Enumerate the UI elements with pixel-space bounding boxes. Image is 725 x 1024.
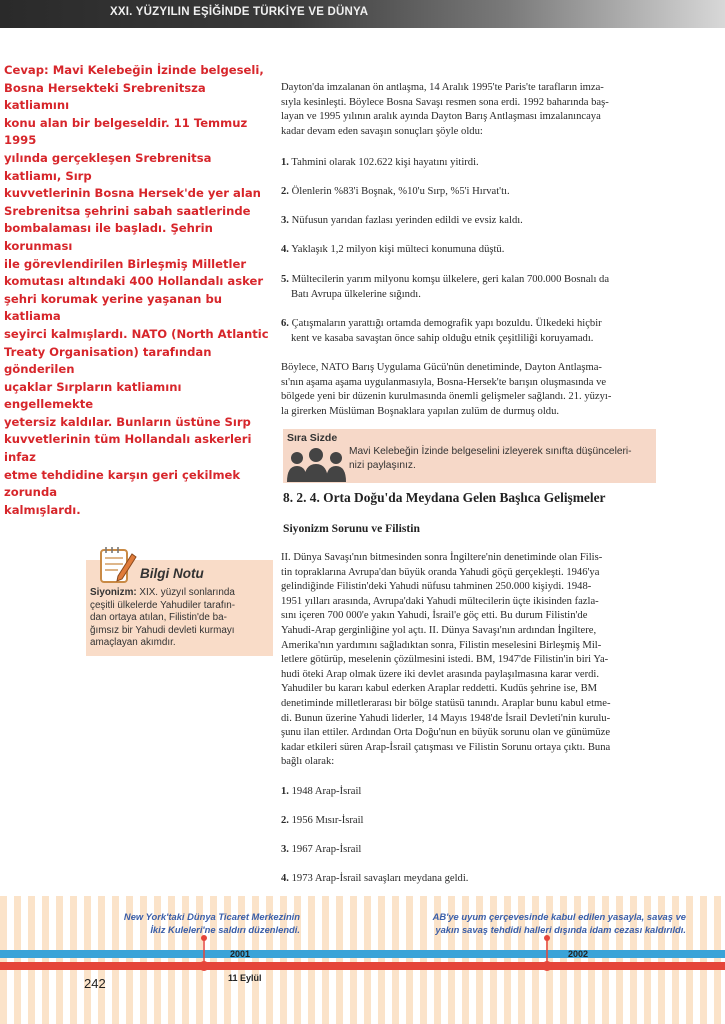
people-icon xyxy=(286,446,348,482)
body-line: bağlı olarak: xyxy=(281,756,335,768)
answer-line: yetersiz kaldılar. Bunların üstüne Sırp xyxy=(4,414,251,429)
answer-line: komutası altındaki 400 Hollandalı asker xyxy=(4,274,264,289)
bilgi-notu-box xyxy=(86,560,273,656)
result-number: 6. xyxy=(281,318,289,329)
war-text: 1948 Arap-İsrail xyxy=(291,786,362,797)
answer-text xyxy=(4,62,272,519)
timeline-year-2002: 2002 xyxy=(568,949,589,959)
bilgi-notu-line: ğımsız bir Yahudi devleti kurmayı xyxy=(90,624,235,636)
subheading: Siyonizm Sorunu ve Filistin xyxy=(283,522,420,535)
bilgi-notu-line: çeşitli ülkelerde Yahudiler tarafın- xyxy=(90,599,236,611)
body-line: II. Dünya Savaşı'nın bitmesinden sonra İngiltere'nin denetiminde olan Filis- xyxy=(281,552,603,563)
result-text: kent ve kasaba savaştan önce sahip olduğu etnik çeşitliliği koruyamadı. xyxy=(291,332,594,344)
result-number: 4. xyxy=(281,244,289,255)
answer-line: Bosna Hersekteki Srebrenitsza katliamını xyxy=(4,80,206,113)
body-line: tin topraklarına Avrupa'dan büyük oranda Yahudi göçü gerçekleşti. 1946'ya xyxy=(281,566,600,578)
answer-line: Treaty Organisation) tarafından gönderilen xyxy=(4,344,212,377)
body-line: Yahudi-Arap gerginliğine yol açtı. II. Dünya Savaşı'nın ardından İngiltere, xyxy=(281,624,597,636)
war-number: 4. xyxy=(281,873,289,884)
timeline-date-11-eylul: 11 Eylül xyxy=(228,973,262,983)
bilgi-notu-title: Bilgi Notu xyxy=(140,566,204,581)
answer-line: etme tehdidine karşın geri çekilmek zorunda xyxy=(4,467,241,500)
result-item-2 xyxy=(281,185,656,200)
answer-line: ile görevlendirilen Birleşmiş Milletler xyxy=(4,256,247,271)
body-paragraph xyxy=(281,551,656,770)
result-text: Yaklaşık 1,2 milyon kişi mülteci konumuna düştü. xyxy=(291,244,505,255)
answer-line: kuvvetlerinin Bosna Hersek'de yer alan xyxy=(4,186,261,201)
closing-paragraph xyxy=(281,361,656,419)
answer-line: kalmışlardı. xyxy=(4,502,81,517)
header-bar xyxy=(0,0,725,28)
intro-line: layan ve 1995 yılının aralık ayında Dayton Barış Antlaşması imzalanıncaya xyxy=(281,111,601,123)
section-heading: 8. 2. 4. Orta Doğu'da Meydana Gelen Başlıca Gelişmeler xyxy=(283,490,606,505)
war-number: 3. xyxy=(281,844,289,855)
war-number: 2. xyxy=(281,815,289,826)
answer-line: Srebrenitsa şehrini sabah saatlerinde xyxy=(4,203,251,218)
page-number: 242 xyxy=(84,976,106,991)
bilgi-notu-term: Siyonizm: xyxy=(90,587,137,598)
sira-sizde-line: Mavi Kelebeğin İzinde belgeselini izleyerek sınıfta düşünceleri- xyxy=(349,446,632,457)
timeline-year-2001: 2001 xyxy=(230,949,251,959)
result-text: Nüfusun yarıdan fazlası yerinden edildi ve evsiz kaldı. xyxy=(291,215,523,226)
timeline-event-line: yakın savaş tehdidi halleri dışında idam cezası kaldırıldı. xyxy=(435,923,686,935)
sira-sizde-line: nizi paylaşınız. xyxy=(349,460,416,471)
bilgi-notu-line: XIX. yüzyıl sonlarında xyxy=(136,587,235,598)
bilgi-notu-line: amaçlayan akımdır. xyxy=(90,637,176,649)
intro-line: sıyla kesinleşti. Böylece Bosna Savaşı resmen sona erdi. 1992 baharında baş- xyxy=(281,96,609,108)
result-item-5 xyxy=(281,273,656,302)
result-text: Ölenlerin %83'i Boşnak, %10'u Sırp, %5'i Hırvat'tı. xyxy=(291,186,510,197)
war-item-3 xyxy=(281,843,656,858)
bilgi-notu-text xyxy=(90,587,270,650)
sira-sizde-box xyxy=(283,429,656,483)
result-number: 2. xyxy=(281,186,289,197)
result-number: 5. xyxy=(281,274,289,285)
result-item-1 xyxy=(281,156,656,171)
answer-line: Cevap: Mavi Kelebeğin İzinde belgeseli, xyxy=(4,63,264,77)
body-line: şunu ilan ettiler. Ardından Orta Doğu'nun en büyük sorunu olan ve günümüze xyxy=(281,727,611,739)
intro-paragraph xyxy=(281,81,656,139)
closing-line: bölgede yeni bir düzenin kurulmasında önemli gelişmeler sağlandı. 21. yüzyı- xyxy=(281,391,612,403)
body-line: 1951 yılları arasında, Avrupa'daki Yahudi mültecilerin üçte ikisinden fazla- xyxy=(281,595,599,607)
intro-line: kadar devam eden savaşın sonuçları şöyle oldu: xyxy=(281,125,483,137)
body-line: hudi öteki Arap olmak üzere iki devlet arasında paylaşılmasına karar verdi. xyxy=(281,668,599,680)
body-line: kadar etkileri süren Arap-İsrail çatışması ve Filistin Sorunu ortaya çıktı. Buna xyxy=(281,741,611,753)
war-text: 1973 Arap-İsrail savaşları meydana geldi. xyxy=(291,873,469,884)
answer-line: seyirci kalmışlardı. NATO (North Atlantic xyxy=(4,326,269,341)
body-line: Yahudiler bu kararı kabul ederken Araplar reddetti. Kudüs şehrine ise, BM xyxy=(281,683,598,695)
header-title: XXI. YÜZYILIN EŞİĞİNDE TÜRKİYE VE DÜNYA xyxy=(110,6,369,18)
result-number: 3. xyxy=(281,215,289,226)
body-line: di. Bunun üzerine Yahudi liderler, 14 Mayıs 1948'de İsrail Devleti'nin kurulu- xyxy=(281,712,611,724)
war-number: 1. xyxy=(281,786,289,797)
result-text: Mültecilerin yarım milyonu komşu ülkelere, geri kalan 700.000 Bosnalı da xyxy=(291,274,610,285)
result-text: Tahmini olarak 102.622 kişi hayatını yitirdi. xyxy=(291,157,479,168)
timeline xyxy=(0,894,725,1024)
body-line: letlere götürüp, meselenin çözülmesini istedi. BM, 1947'de Filistin'in biri Ya- xyxy=(281,654,609,666)
war-text: 1956 Mısır-İsrail xyxy=(291,815,364,826)
closing-line: la girerken Müslüman Boşnaklara yapılan zulüm de durmuş oldu. xyxy=(281,405,560,417)
closing-line: Böylece, NATO Barış Uygulama Gücü'nün denetiminde, Dayton Antlaşma- xyxy=(281,362,602,373)
body-line: gelindiğinde Filistin'deki Yahudi nüfusu tahminen 250.000 kişiydi. 1948- xyxy=(281,581,592,593)
body-line: sını içeren 700 000'e yakın Yahudi, İsrail'e göç etti. Bu durum Filistin'de xyxy=(281,610,588,622)
result-text: Çatışmaların yarattığı ortamda demografik yapı bozuldu. Ülkedeki hiçbir xyxy=(291,318,602,329)
war-item-4 xyxy=(281,872,656,887)
answer-line: konu alan bir belgeseldir. 11 Temmuz 1995 xyxy=(4,115,248,148)
answer-line: uçaklar Sırpların katliamını engellemekte xyxy=(4,379,182,412)
result-text: Batı Avrupa ülkelerine sığındı. xyxy=(291,288,421,300)
timeline-event-line: New York'taki Dünya Ticaret Merkezinin xyxy=(123,911,300,922)
result-item-3 xyxy=(281,214,656,229)
timeline-event-2002 xyxy=(404,911,686,936)
sira-sizde-text xyxy=(349,445,649,473)
body-line: denetiminde milletlerarası bir bölge statüsü tanındı. Araplar bunu kabul etme- xyxy=(281,697,611,709)
war-item-1 xyxy=(281,785,656,800)
war-text: 1967 Arap-İsrail xyxy=(291,844,362,855)
answer-line: yılında gerçekleşen Srebrenitsa katliamı, Sırp xyxy=(4,150,212,183)
answer-line: bombalaması ile başladı. Şehrin korunması xyxy=(4,221,213,253)
result-item-6 xyxy=(281,317,656,346)
intro-line: Dayton'da imzalanan ön antlaşma, 14 Aralık 1995'te Paris'te tarafların imza- xyxy=(281,82,604,93)
result-number: 1. xyxy=(281,157,289,168)
sira-sizde-title: Sıra Sizde xyxy=(287,432,338,444)
answer-line: şehri korumak yerine yaşanan bu katliama xyxy=(4,291,223,324)
timeline-event-line: İkiz Kuleleri'ne saldırı düzenlendi. xyxy=(150,923,300,935)
bilgi-notu-line: dan ortaya atılan, Filistin'de ba- xyxy=(90,612,227,624)
war-item-2 xyxy=(281,814,656,829)
result-item-4 xyxy=(281,243,656,258)
note-pencil-icon xyxy=(98,544,138,586)
body-line: Amerika'nın yardımını sağladıktan sonra, Filistin meselesini Birleşmiş Mil- xyxy=(281,639,602,651)
answer-line: kuvvetlerinin tüm Hollandalı askerleri infaz xyxy=(4,432,252,465)
timeline-event-2001 xyxy=(96,911,300,936)
timeline-event-line: AB'ye uyum çerçevesinde kabul edilen yasayla, savaş ve xyxy=(432,911,686,922)
closing-line: sı'nın aşama aşama uygulanmasıyla, Bosna-Hersek'te barışın oluşmasında ve xyxy=(281,376,607,388)
